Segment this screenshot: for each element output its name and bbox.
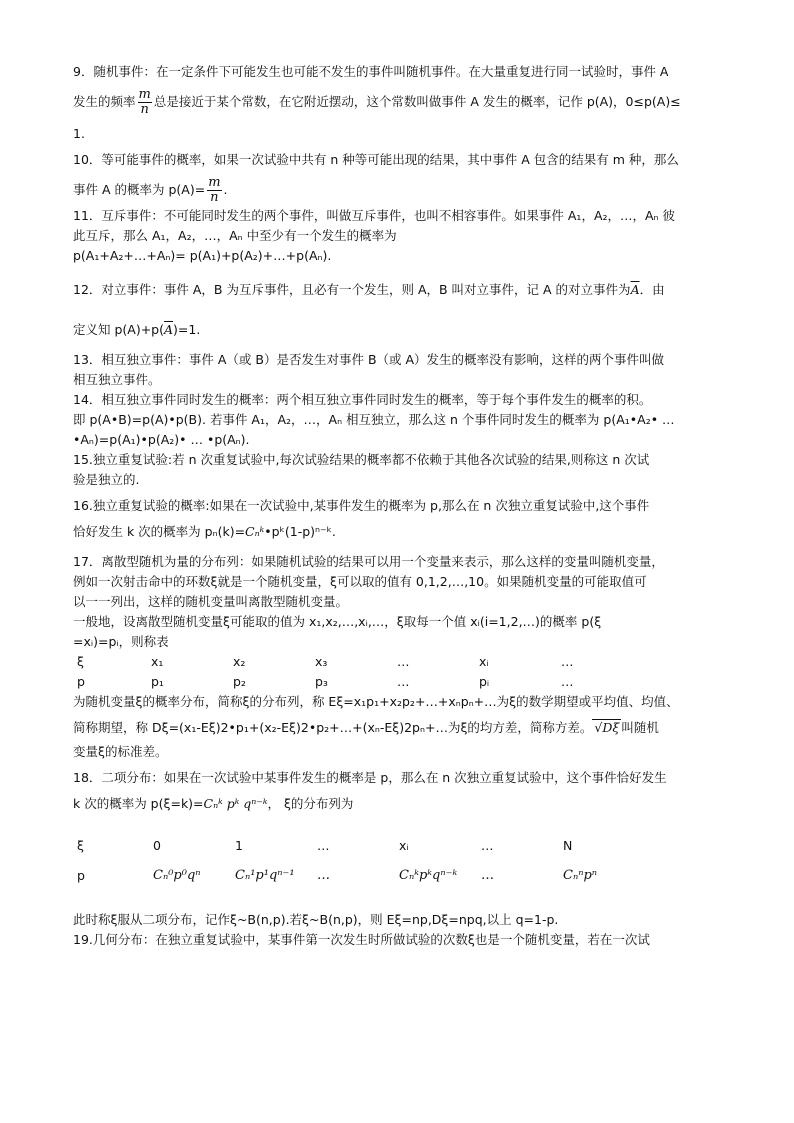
table-cell: xᵢ <box>399 838 409 853</box>
document-page <box>73 62 723 950</box>
text-line <box>73 87 723 117</box>
text-line: 相互独立事件。 <box>73 372 161 387</box>
text-span: . <box>223 182 228 197</box>
table-row <box>73 672 723 692</box>
fraction-denominator: n <box>140 102 149 117</box>
table-cell: p₂ <box>233 674 246 689</box>
text-line <box>73 718 723 742</box>
text-line: 此互斥，那么 A₁，A₂，…，Aₙ 中至少有一个发生的概率为 <box>73 228 397 243</box>
text-span: 叫随机 <box>621 720 659 735</box>
text-line: 一般地，设离散型随机变量ξ可能取的值为 x₁,x₂,…,xᵢ,…，ξ取每一个值 xᵢ(i=1,2,…)的概率 p(ξ <box>73 614 602 629</box>
table-cell: Cₙ¹p¹qⁿ⁻¹ <box>235 868 295 883</box>
text-line: 为随机变量ξ的概率分布，简称ξ的分布列，称 Eξ=x₁p₁+x₂p₂+…+xₙpₙ+…为ξ的数学期望或平均值、均值、 <box>73 694 679 709</box>
text-line: •Aₙ)=p(A₁)•p(A₂)• … •p(Aₙ). <box>73 432 250 447</box>
table-cell: … <box>397 654 410 669</box>
table-cell: … <box>561 654 574 669</box>
table-cell: 0 <box>153 838 161 853</box>
text-line: 19.几何分布：在独立重复试验中，某事件第一次发生时所做试验的次数ξ也是一个随机变量，若在一次试 <box>73 932 650 947</box>
text-line <box>73 280 723 300</box>
complement-a-symbol: $\overline{A}$ <box>630 282 640 297</box>
text-line: 即 p(A•B)=p(A)•p(B). 若事件 A₁，A₂，…，Aₙ 相互独立，那么这 n 个事件同时发生的概率为 p(A₁•A₂• … <box>73 412 675 427</box>
fraction-m-over-n <box>207 176 221 205</box>
table-cell: ξ <box>77 838 84 853</box>
table-cell: p <box>77 674 85 689</box>
text-span: 简称期望，称 Dξ=(x₁-Eξ)2•p₁+(x₂-Eξ)2•p₂+…+(xₙ-Eξ)2pₙ+…为ξ的均方差，简称方差。 <box>73 720 593 735</box>
binomial-table <box>73 832 723 896</box>
text-line <box>73 794 723 818</box>
text-span: 12．对立事件：事件 A，B 为互斥事件，且必有一个发生，则 A，B 叫对立事件，记 A 的对立事件为 <box>73 282 631 297</box>
table-cell: … <box>481 868 494 883</box>
table-row <box>73 862 723 892</box>
table-cell: pᵢ <box>479 674 490 689</box>
table-row <box>73 832 723 862</box>
text-line <box>73 175 723 205</box>
table-cell: x₃ <box>315 654 328 669</box>
text-span: ， ξ的分布列为 <box>267 796 354 811</box>
text-line: 14．相互独立事件同时发生的概率：两个相互独立事件同时发生的概率，等于每个事件发生的概率的积。 <box>73 392 652 407</box>
sqrt-d-xi: √Dξ <box>594 720 620 735</box>
text-span: ．由 <box>639 282 665 297</box>
table-cell: ξ <box>77 654 84 669</box>
fraction-denominator: n <box>210 190 219 205</box>
table-cell: … <box>317 868 330 883</box>
table-cell: xᵢ <box>479 654 489 669</box>
text-line: 例如一次射击命中的环数ξ就是一个随机变量，ξ可以取的值有 0,1,2,…,10。如果随机变量的可能取值可 <box>73 574 647 589</box>
distribution-table <box>73 652 723 692</box>
text-line: 此时称ξ服从二项分布，记作ξ~B(n,p).若ξ~B(n,p)，则 Eξ=np,Dξ=npq,以上 q=1-p. <box>73 912 559 927</box>
table-cell: Cₙⁿpⁿ <box>563 868 598 883</box>
text-span: •pᵏ(1-p)ⁿ⁻ᵏ. <box>264 524 336 539</box>
fraction-numerator: m <box>138 87 151 102</box>
binomial-formula: Cₙᵏ pᵏ qⁿ⁻ᵏ <box>203 796 268 811</box>
text-line: 10．等可能事件的概率，如果一次试验中共有 n 种等可能出现的结果，其中事件 A 包含的结果有 m 种，那么 <box>73 152 679 167</box>
text-line: p(A₁+A₂+…+Aₙ)= p(A₁)+p(A₂)+…+p(Aₙ). <box>73 248 332 263</box>
complement-a-symbol: $\overline{A}$ <box>164 322 174 337</box>
text-line: 1. <box>73 126 85 141</box>
text-span: )=1. <box>173 322 201 337</box>
table-cell: x₂ <box>233 654 246 669</box>
text-line: 11．互斥事件：不可能同时发生的两个事件，叫做互斥事件，也叫不相容事件。如果事件 A₁，A₂，…，Aₙ 彼 <box>73 208 676 223</box>
table-cell: 1 <box>235 838 243 853</box>
text-line: 以一一列出，这样的随机变量叫离散型随机变量。 <box>73 594 349 609</box>
table-cell: … <box>481 838 494 853</box>
table-cell: Cₙᵏpᵏqⁿ⁻ᵏ <box>399 868 458 883</box>
table-cell: x₁ <box>151 654 164 669</box>
text-line: 变量ξ的标准差。 <box>73 744 168 759</box>
text-span: 发生的频率 <box>73 94 136 109</box>
text-line: =xᵢ)=pᵢ，则称表 <box>73 634 169 649</box>
text-line: 13．相互独立事件：事件 A（或 B）是否发生对事件 B（或 A）发生的概率没有影响，这样的两个事件叫做 <box>73 352 665 367</box>
text-line: 16.独立重复试验的概率:如果在一次试验中,某事件发生的概率为 p,那么在 n 次独立重复试验中,这个事件 <box>73 498 650 513</box>
text-line: 验是独立的. <box>73 472 140 487</box>
text-line <box>73 522 723 546</box>
fraction-numerator: m <box>208 175 221 190</box>
text-span: k 次的概率为 p(ξ=k)= <box>73 796 204 811</box>
table-cell: p <box>77 868 85 883</box>
table-cell: Cₙ⁰p⁰qⁿ <box>153 868 201 883</box>
table-cell: … <box>397 674 410 689</box>
text-span: 总是接近于某个常数，在它附近摆动，这个常数叫做事件 A 发生的概率，记作 p(A)，0≤p(A)≤ <box>153 94 681 109</box>
text-span: 恰好发生 k 次的概率为 pₙ(k)= <box>73 524 246 539</box>
table-cell: N <box>563 838 573 853</box>
table-cell: p₃ <box>315 674 328 689</box>
text-line: 9．随机事件：在一定条件下可能发生也可能不发生的事件叫随机事件。在大量重复进行同一试验时，事件 A <box>73 64 669 79</box>
table-cell: p₁ <box>151 674 164 689</box>
text-span: 定义知 p(A)+p( <box>73 322 164 337</box>
text-line <box>73 320 723 340</box>
text-line: 15.独立重复试验:若 n 次重复试验中,每次试验结果的概率都不依赖于其他各次试验的结果,则称这 n 次试 <box>73 452 650 467</box>
sqrt-content: Dξ <box>602 720 620 735</box>
text-line: 18．二项分布：如果在一次试验中某事件发生的概率是 p，那么在 n 次独立重复试验中，这个事件恰好发生 <box>73 770 667 785</box>
text-line: 17．离散型随机为量的分布列：如果随机试验的结果可以用一个变量来表示，那么这样的变量叫随机变量， <box>73 554 664 569</box>
table-row <box>73 652 723 672</box>
binomial-coefficient: Cₙᵏ <box>245 524 265 539</box>
table-cell: … <box>317 838 330 853</box>
text-span: 事件 A 的概率为 p(A)= <box>73 182 206 197</box>
table-cell: … <box>561 674 574 689</box>
fraction-m-over-n <box>138 88 152 117</box>
